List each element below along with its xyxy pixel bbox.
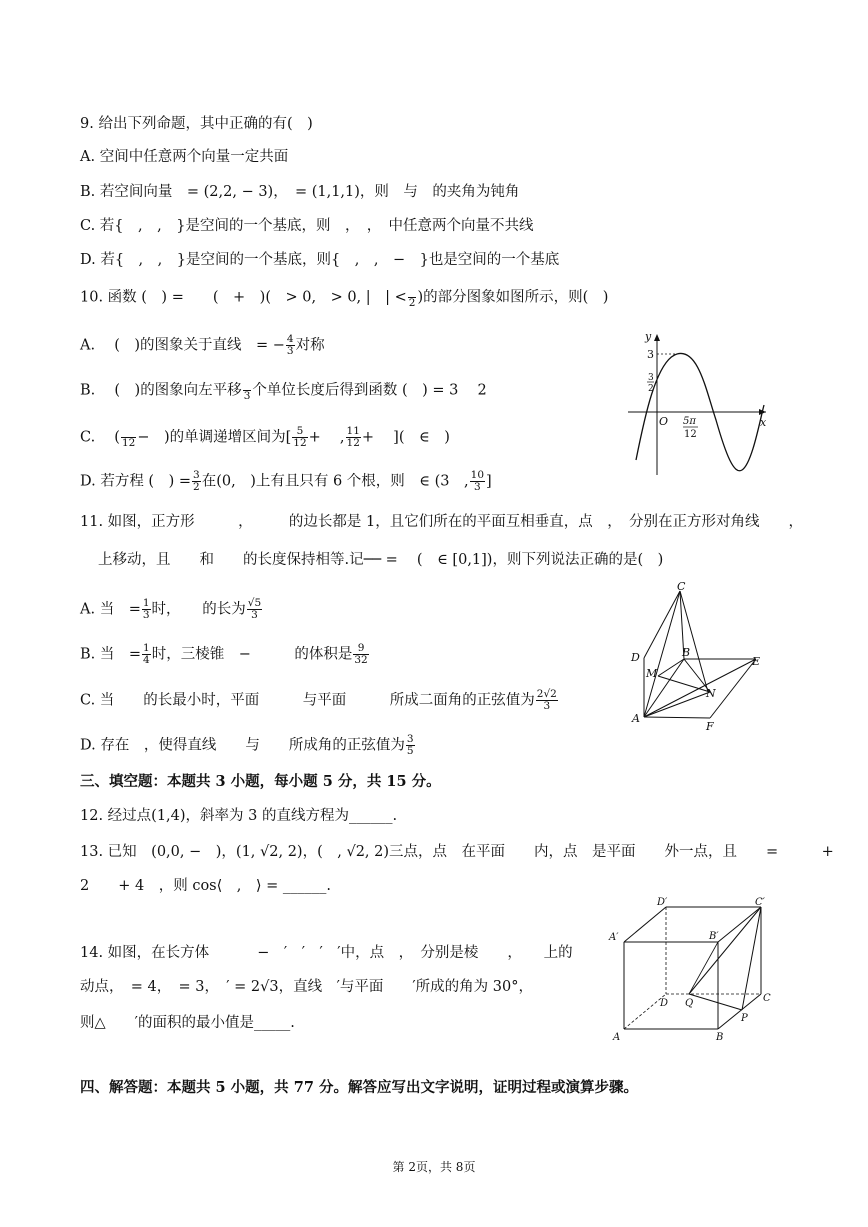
- q9-option-c: C. 若{ , , }是空间的一个基底，则 ， ， 中任意两个向量不共线: [80, 218, 534, 234]
- label-N: N: [706, 687, 716, 700]
- q13-line1: 13. 已知 (0,0, − )，(1, √2, 2)，( , √2, 2)三点，点 在平面 内，点 是平面 外一点，且 = +: [80, 844, 834, 860]
- label-A: A: [632, 712, 640, 725]
- q9-stem: 9. 给出下列命题，其中正确的有( ): [80, 116, 313, 132]
- tick-5pi-num: 5π: [683, 416, 696, 427]
- label-Bp: B′: [709, 931, 719, 942]
- q10-stem: 10. 函数 ( ) = ( + )( > 0, > 0, | | < 2 )的部分图象如图所示，则( ): [80, 286, 608, 309]
- label-B: B: [682, 646, 691, 659]
- label-C: C: [763, 993, 771, 1004]
- q9-option-d: D. 若{ , , }是空间的一个基底，则{ , , − }也是空间的一个基底: [80, 252, 560, 268]
- label-Ap: A′: [609, 932, 619, 943]
- label-P: P: [741, 1013, 748, 1024]
- tick-5pi-den: 12: [684, 429, 697, 440]
- q10-option-d: D. 若方程 ( ) = $\frac{3}{2}$ 在(0, )上有且只有 6 个根，则 ∈ (3 , $\frac{10}{3}$ ]: [80, 469, 492, 493]
- q12: 12. 经过点(1,4)，斜率为 3 的直线方程为______.: [80, 808, 398, 824]
- q11-option-d: D. 存在 ，使得直线 与 所成角的正弦值为 $\frac{3}{5}$: [80, 733, 414, 757]
- q14-cuboid-figure: [605, 895, 785, 1045]
- y-label: y: [645, 330, 652, 343]
- fraction: 2: [408, 286, 417, 309]
- q11-option-c: C. 当 的长最小时，平面 与平面 所成二面角的正弦值为 $\frac{2√2}{3}$: [80, 688, 557, 712]
- q13-line2: 2 + 4 ，则 cos⟨ , ⟩ = ______.: [80, 878, 332, 894]
- q9-option-a: A. 空间中任意两个向量一定共面: [80, 149, 289, 165]
- q11-option-a: A. 当 = $\frac{1}{3}$ 时， 的长为 $\frac{√5}{3}$: [80, 597, 262, 621]
- label-D: D: [631, 651, 640, 664]
- q9-option-b: B. 若空间向量 = (2,2, − 3)， = (1,1,1)，则 与 的夹角为钝角: [80, 184, 520, 200]
- origin-label: O: [659, 415, 669, 428]
- label-E: E: [752, 655, 761, 668]
- section-4-heading: 四、解答题：本题共 5 小题，共 77 分。解答应写出文字说明，证明过程或演算步骤。: [80, 1079, 638, 1096]
- q11-stem-line2: 上移动，且 和 的长度保持相等.记── = ( ∈ [0,1])，则下列说法正确的是( ): [98, 552, 664, 568]
- label-Cp: C′: [755, 897, 765, 908]
- q11-stem-line1: 11. 如图，正方形 ， 的边长都是 1，且它们所在的平面互相垂直，点 ， 分别在正方形对角线 ，: [80, 514, 803, 530]
- q14-line1: 14. 如图，在长方体 − ′ ′ ′ ′中，点 ， 分别是棱 ， 上的: [80, 945, 573, 961]
- label-M: M: [646, 667, 658, 680]
- q10-sine-graph: [620, 330, 770, 480]
- label-F: F: [706, 720, 714, 733]
- x-label: x: [760, 416, 767, 429]
- label-Dp: D′: [657, 897, 668, 908]
- section-3-heading: 三、填空题：本题共 3 小题，每小题 5 分，共 15 分。: [80, 773, 441, 790]
- tick-3: 3: [647, 348, 654, 361]
- tick-32-num: 3: [648, 373, 654, 383]
- q11-square-figure: [622, 580, 772, 740]
- label-A: A: [613, 1032, 621, 1043]
- label-B: B: [716, 1032, 724, 1043]
- label-D: D: [660, 998, 669, 1009]
- page-footer: 第 2页，共 8页: [392, 1160, 476, 1174]
- q10-option-b: B. ( )的图象向左平移 3 个单位长度后得到函数 ( ) = 3 2: [80, 379, 487, 402]
- label-Q: Q: [685, 998, 694, 1009]
- q11-option-b: B. 当 = $\frac{1}{4}$ 时，三棱锥 − 的体积是 $\frac{9}{32}$: [80, 642, 368, 666]
- q14-line3: 则△ ′的面积的最小值是_____.: [80, 1015, 295, 1031]
- q10-option-c: C. ( 12 − )的单调递增区间为[ $\frac{5}{12}$ + , $\frac{11}{12}$ + ]( ∈ ): [80, 425, 450, 449]
- tick-32-den: 2: [648, 384, 654, 394]
- y-axis-arrow: [654, 334, 660, 341]
- label-C: C: [677, 580, 686, 593]
- q10-option-a: A. ( )的图象关于直线 = − $\frac{4}{3}$ 对称: [80, 333, 325, 357]
- q14-line2: 动点， = 4， = 3， ′ = 2√3，直线 ′与平面 ′所成的角为 30°，: [80, 979, 533, 995]
